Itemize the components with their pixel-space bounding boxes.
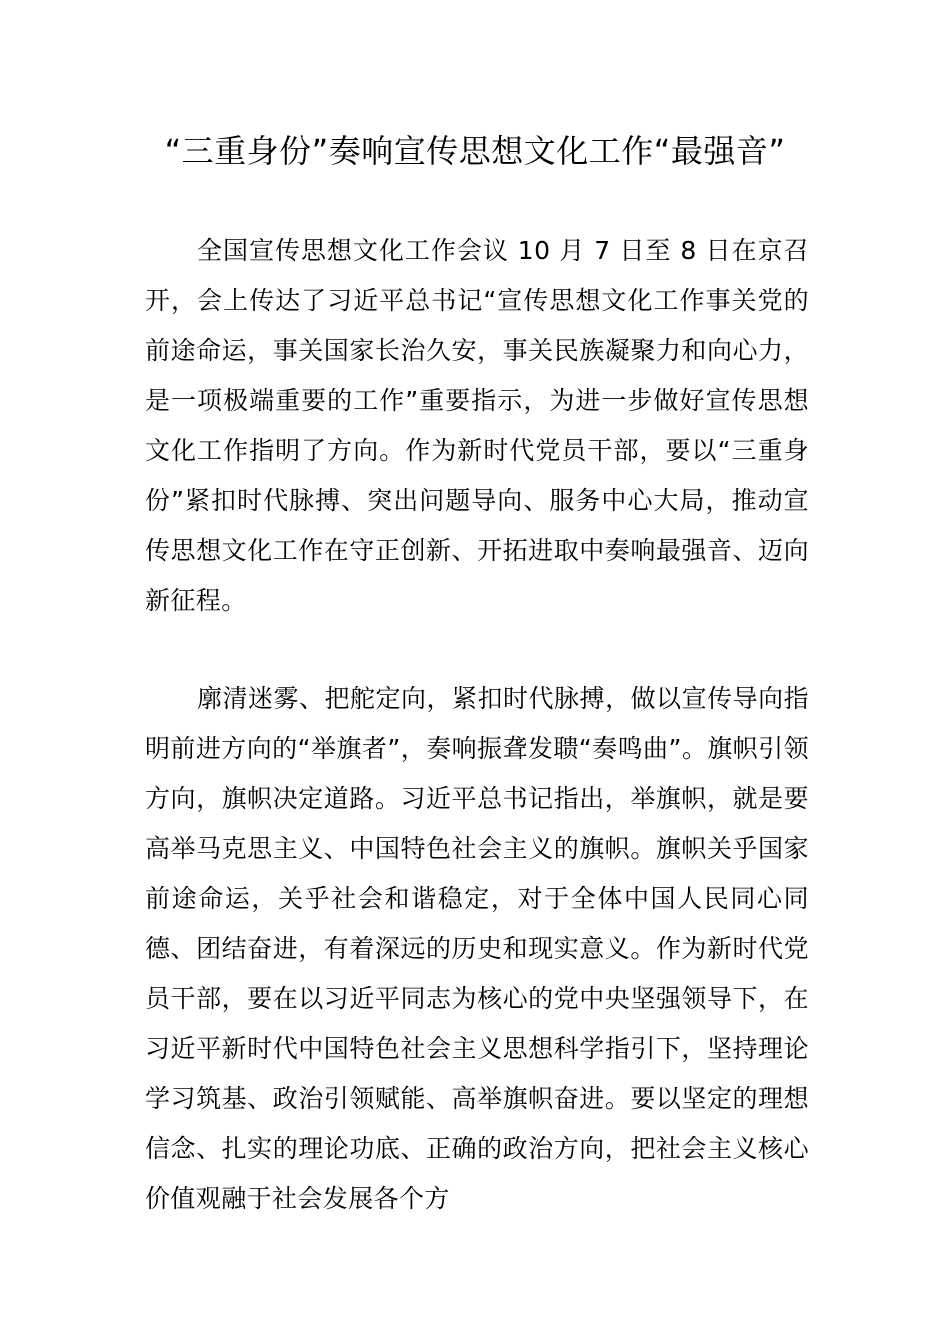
document-title: “三重身份”奏响宣传思想文化工作“最强音” — [164, 132, 786, 170]
paragraph-flag-bearer: 廓清迷雾、把舵定向，紧扣时代脉搏，做以宣传导向指明前进方向的“举旗者”，奏响振聋发聩“奏鸣曲”。旗帜引领方向，旗帜决定道路。习近平总书记指出，举旗帜，就是要高举马克思主义、中国特色社会主义的旗帜。旗帜关乎国家前途命运，关乎社会和谐稳定，对于全体中国人民同心同德、团结奋进，有着深远的历史和现实意义。作为新时代党员干部，要在以习近平同志为核心的党中央坚强领导下，在习近平新时代中国特色社会主义思想科学指引下，坚持理论学习筑基、政治引领赋能、高举旗帜奋进。要以坚定的理想信念、扎实的理论功底、正确的政治方向，把社会主义核心价值观融于社会发展各个方 — [145, 684, 809, 1213]
paragraph-intro: 全国宣传思想文化工作会议 10 月 7 日至 8 日在京召开，会上传达了习近平总书记“宣传思想文化工作事关党的前途命运，事关国家长治久安，事关民族凝聚力和向心力，是一项极端重要的工作”重要指示，为进一步做好宣传思想文化工作指明了方向。作为新时代党员干部，要以“三重身份”紧扣时代脉搏、突出问题导向、服务中心大局，推动宣传思想文化工作在守正创新、开拓进取中奏响最强音、迈向新征程。 — [145, 236, 809, 615]
